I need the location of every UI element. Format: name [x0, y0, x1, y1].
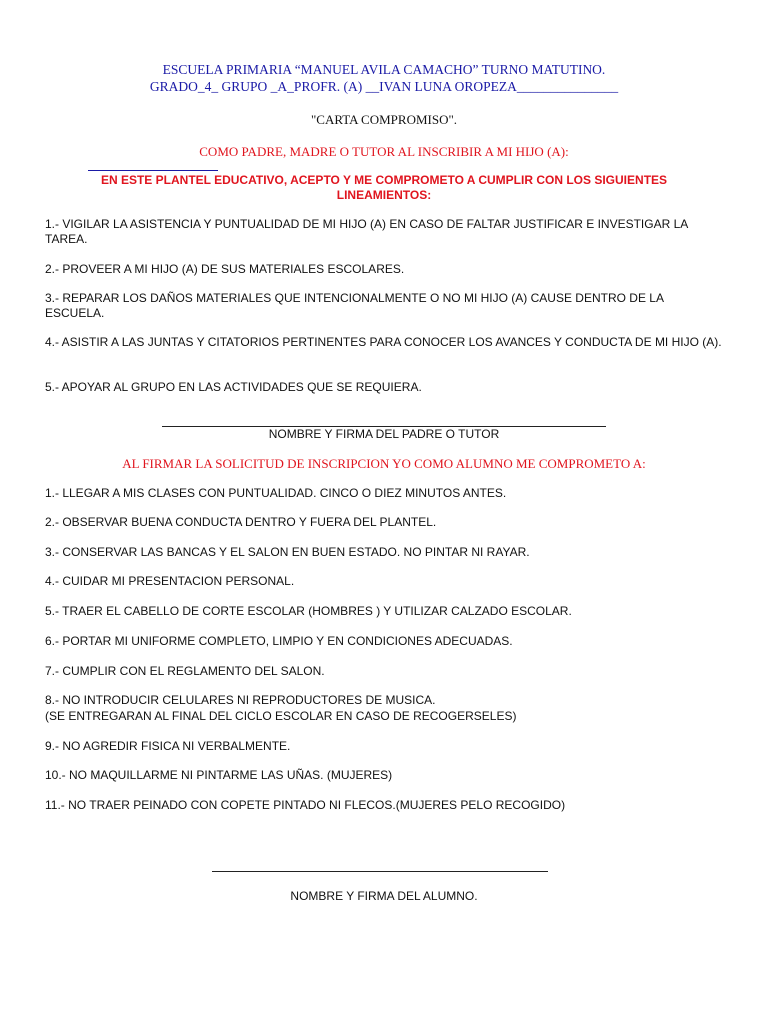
student-item-10: 10.- NO MAQUILLARME NI PINTARME LAS UÑAS. (MUJERES) — [45, 768, 393, 782]
student-item-9: 9.- NO AGREDIR FISICA NI VERBALMENTE. — [45, 739, 291, 753]
school-name-line: ESCUELA PRIMARIA “MANUEL AVILA CAMACHO” TURNO MATUTINO. — [162, 62, 606, 77]
student-item-1: 1.- LLEGAR A MIS CLASES CON PUNTUALIDAD. CINCO O DIEZ MINUTOS ANTES. — [45, 486, 507, 500]
student-signature-label: NOMBRE Y FIRMA DEL ALUMNO. — [290, 889, 478, 903]
student-item-8: 8.- NO INTRODUCIR CELULARES NI REPRODUCTORES DE MUSICA. — [45, 693, 436, 707]
student-item-2: 2.- OBSERVAR BUENA CONDUCTA DENTRO Y FUERA DEL PLANTEL. — [45, 515, 437, 529]
student-signature-line — [212, 871, 548, 872]
parent-commitment: EN ESTE PLANTEL EDUCATIVO, ACEPTO Y ME COMPROMETO A CUMPLIR CON LOS SIGUIENTES LINEAMIENTOS: — [100, 173, 668, 202]
parent-item-1: 1.- VIGILAR LA ASISTENCIA Y PUNTUALIDAD DE MI HIJO (A) EN CASO DE FALTAR JUSTIFICAR E INVESTIGAR LA TAREA. — [45, 217, 688, 246]
parent-item-3: 3.- REPARAR LOS DAÑOS MATERIALES QUE INTENCIONALMENTE O NO MI HIJO (A) CAUSE DENTRO DE LA ESCUELA. — [45, 291, 664, 320]
parent-signature-label: NOMBRE Y FIRMA DEL PADRE O TUTOR — [268, 427, 500, 441]
student-item-8-note: (SE ENTREGARAN AL FINAL DEL CICLO ESCOLAR EN CASO DE RECOGERSELES) — [45, 709, 517, 723]
student-item-5: 5.- TRAER EL CABELLO DE CORTE ESCOLAR (HOMBRES ) Y UTILIZAR CALZADO ESCOLAR. — [45, 604, 572, 618]
student-item-3: 3.- CONSERVAR LAS BANCAS Y EL SALON EN BUEN ESTADO. NO PINTAR NI RAYAR. — [45, 545, 530, 559]
child-name-blank — [88, 170, 218, 171]
student-item-4: 4.- CUIDAR MI PRESENTACION PERSONAL. — [45, 574, 295, 588]
student-item-6: 6.- PORTAR MI UNIFORME COMPLETO, LIMPIO Y EN CONDICIONES ADECUADAS. — [45, 634, 513, 648]
document-title: "CARTA COMPROMISO". — [310, 112, 458, 127]
parent-item-4: 4.- ASISTIR A LAS JUNTAS Y CITATORIOS PERTINENTES PARA CONOCER LOS AVANCES Y CONDUCTA DE MI HIJO (A). — [45, 335, 722, 349]
student-item-11: 11.- NO TRAER PEINADO CON COPETE PINTADO NI FLECOS.(MUJERES PELO RECOGIDO) — [45, 798, 566, 812]
parent-item-2: 2.- PROVEER A MI HIJO (A) DE SUS MATERIALES ESCOLARES. — [45, 262, 405, 276]
student-item-7: 7.- CUMPLIR CON EL REGLAMENTO DEL SALON. — [45, 664, 325, 678]
parent-item-5: 5.- APOYAR AL GRUPO EN LAS ACTIVIDADES QUE SE REQUIERA. — [45, 380, 422, 394]
student-intro: AL FIRMAR LA SOLICITUD DE INSCRIPCION YO COMO ALUMNO ME COMPROMETO A: — [122, 456, 646, 471]
parent-intro: COMO PADRE, MADRE O TUTOR AL INSCRIBIR A MI HIJO (A): — [199, 144, 569, 159]
grade-group-teacher-line: GRADO_4_ GRUPO _A_PROFR. (A) __IVAN LUNA OROPEZA_______________ — [149, 79, 619, 94]
